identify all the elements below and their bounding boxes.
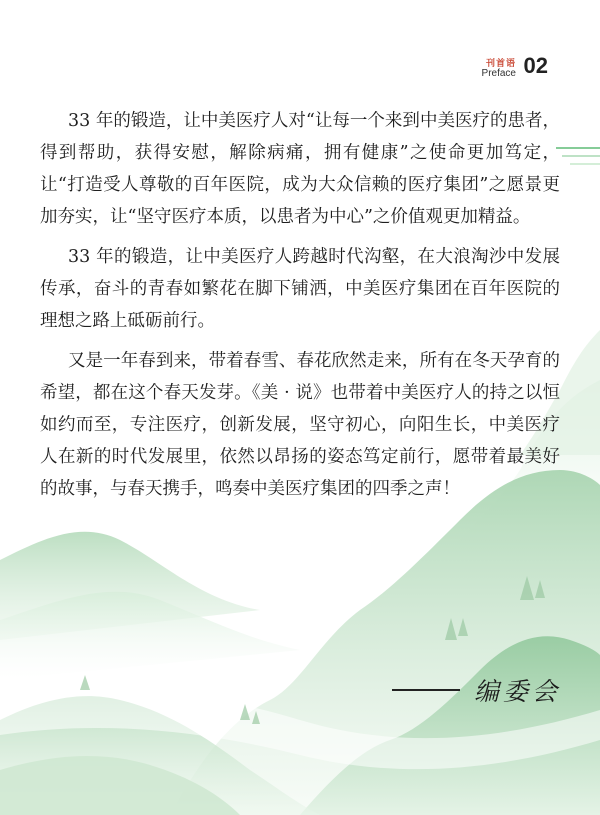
- paragraph-3: 又是一年春到来，带着春雪、春花欣然走来，所有在冬天孕育的希望，都在这个春天发芽。《美 · 说》也带着中美医疗人的持之以恒如约而至，专注医疗，创新发展，坚守初心，向阳生长，中美医疗人在新的时代发展里，依然以昂扬的姿态笃定前行，愿带着最美好的故事，与春天携手，鸣奏中美医疗集团的四季之声！: [40, 351, 560, 499]
- section-title-en: Preface: [481, 68, 516, 79]
- paragraph-1: 33 年的锻造，让中美医疗人对“让每一个来到中美医疗的患者，得到帮助，获得安慰，解除病痛，拥有健康”之使命更加笃定，让“打造受人尊敬的百年医院，成为大众信赖的医疗集团”之愿景更加夯实，让“坚守医疗本质，以患者为中心”之价值观更加精益。: [40, 111, 560, 227]
- signature-block: [392, 672, 561, 708]
- signature: 编委会: [474, 677, 562, 706]
- signature-dash: [392, 689, 460, 691]
- preface-body: [40, 105, 560, 513]
- section-title-cn: 刊首语: [485, 59, 516, 69]
- paragraph-2: 33 年的锻造，让中美医疗人跨越时代沟壑，在大浪淘沙中发展传承，奋斗的青春如繁花在脚下铺洒，中美医疗集团在百年医院的理想之路上砥砺前行。: [40, 247, 560, 331]
- decorative-green-lines: [556, 145, 600, 170]
- page-number: 02: [523, 53, 548, 78]
